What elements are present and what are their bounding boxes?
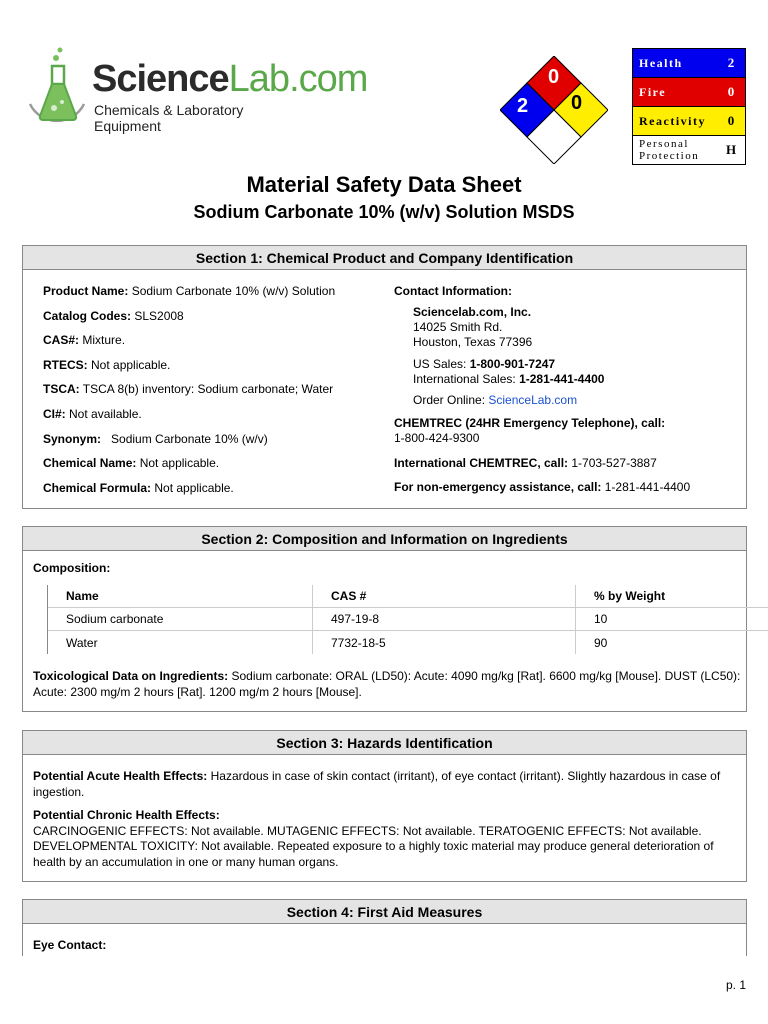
field-ci: CI#: Not available. [43, 406, 142, 421]
chemtrec-label: CHEMTREC (24HR Emergency Telephone), call: [394, 416, 666, 430]
chronic-health-effects-label: Potential Chronic Health Effects: [33, 808, 220, 822]
international-chemtrec: International CHEMTREC, call: 1-703-527-3887 [394, 456, 657, 470]
hazards-body [33, 769, 745, 870]
ingredients-table [47, 585, 768, 654]
nfpa-fire-rating: 0 [548, 66, 560, 88]
field-product-name: Product Name: Sodium Carbonate 10% (w/v) Solution [43, 284, 336, 298]
acute-health-effects: Potential Acute Health Effects: Hazardous in case of skin contact (irritant), of eye contact (irritant). Slightly hazardous in case of ingestion. [33, 769, 721, 799]
section-3 [22, 730, 747, 882]
field-cas: CAS#: Mixture. [43, 333, 126, 348]
page-subtitle: Sodium Carbonate 10% (w/v) Solution MSDS [193, 202, 575, 222]
ingredient-name: Sodium carbonate [66, 612, 164, 626]
table-row [48, 608, 768, 631]
hazard-row-fire [633, 78, 745, 107]
section-4 [22, 899, 747, 956]
column-header: % by Weight [575, 585, 768, 607]
chronic-health-effects-text: CARCINOGENIC EFFECTS: Not available. MUTAGENIC EFFECTS: Not available. TERATOGENIC EFFECTS: Not available. DEVELOPMENTAL TOXICITY: Not available. Repeated exposure to a highly toxic material may produce general deterioration of health by an accumulation in one or many human organs. [33, 823, 714, 869]
non-emergency-assistance: For non-emergency assistance, call: 1-281-441-4400 [394, 480, 691, 494]
address-line-2: Houston, Texas 77396 [413, 335, 533, 349]
hazard-label: Reactivity [639, 113, 706, 128]
order-online-link[interactable]: ScienceLab.com [488, 393, 578, 407]
hazard-value: 0 [727, 84, 735, 99]
hazard-row-personal-protection [633, 136, 745, 164]
toxicological-data: Toxicological Data on Ingredients: Sodium carbonate: ORAL (LD50): Acute: 4090 mg/kg [Rat]. 6600 mg/kg [Mouse]. DUST (LC50): Acute: 2300 mg/m 2 hours [Rat]. 1200 mg/m 2 hours [Mouse]. [33, 669, 741, 699]
table-row [48, 631, 768, 654]
flask-icon [22, 46, 92, 136]
us-sales: US Sales: 1-800-901-7247 [413, 357, 556, 371]
hazard-row-health [633, 49, 745, 78]
section-2 [22, 526, 747, 712]
column-header: Name [66, 589, 99, 603]
section-header: Section 1: Chemical Product and Company Identification [23, 246, 746, 270]
page-number: p. 1 [725, 978, 746, 992]
ingredient-cas: 497-19-8 [312, 608, 575, 630]
sciencelab-logo[interactable] [22, 46, 368, 136]
composition-label: Composition: [33, 561, 111, 575]
address-line-1: 14025 Smith Rd. [413, 320, 503, 334]
ingredient-cas: 7732-18-5 [312, 631, 575, 654]
chemtrec-number: 1-800-424-9300 [394, 431, 480, 445]
hazard-label: Personal Protection [639, 138, 700, 162]
section-header: Section 2: Composition and Information on Ingredients [23, 527, 746, 551]
international-sales: International Sales: 1-281-441-4400 [413, 372, 605, 386]
product-info-column [43, 284, 383, 505]
logo-tagline: Chemicals & Laboratory Equipment [94, 102, 244, 134]
hazard-value: 2 [727, 55, 735, 70]
field-synonym: Synonym: Sodium Carbonate 10% (w/v) [43, 431, 268, 446]
company-name: Sciencelab.com, Inc. [413, 305, 532, 319]
logo-wordmark: ScienceLab.com [92, 58, 368, 100]
ingredient-name: Water [66, 635, 98, 650]
nfpa-health-rating: 2 [517, 95, 529, 117]
section-header: Section 4: First Aid Measures [23, 900, 746, 924]
hazard-value: 0 [727, 113, 735, 128]
field-chemical-name: Chemical Name: Not applicable. [43, 456, 220, 471]
hazard-row-reactivity [633, 107, 745, 136]
nfpa-reactivity-rating: 0 [571, 92, 583, 114]
eye-contact-label: Eye Contact: [33, 938, 107, 952]
hazard-label: Fire [639, 84, 667, 99]
field-chemical-formula: Chemical Formula: Not applicable. [43, 480, 234, 495]
field-catalog-codes: Catalog Codes: SLS2008 [43, 308, 184, 323]
ingredient-weight: 90 [575, 631, 768, 654]
hazard-label: Health [639, 55, 683, 70]
nfpa-diamond [500, 56, 608, 164]
contact-info-column [394, 284, 744, 495]
hazard-value: H [725, 142, 737, 157]
ingredient-weight: 10 [575, 608, 768, 630]
page-title: Material Safety Data Sheet [246, 172, 522, 197]
field-rtecs: RTECS: Not applicable. [43, 357, 171, 372]
contact-heading: Contact Information: [394, 284, 512, 298]
order-online: Order Online: ScienceLab.com [413, 393, 578, 407]
field-tsca: TSCA: TSCA 8(b) inventory: Sodium carbonate; Water [43, 382, 334, 397]
hazard-rating-table [632, 48, 746, 165]
table-header-row [48, 585, 768, 608]
column-header: CAS # [312, 585, 575, 607]
section-1 [22, 245, 747, 509]
section-header: Section 3: Hazards Identification [23, 731, 746, 755]
